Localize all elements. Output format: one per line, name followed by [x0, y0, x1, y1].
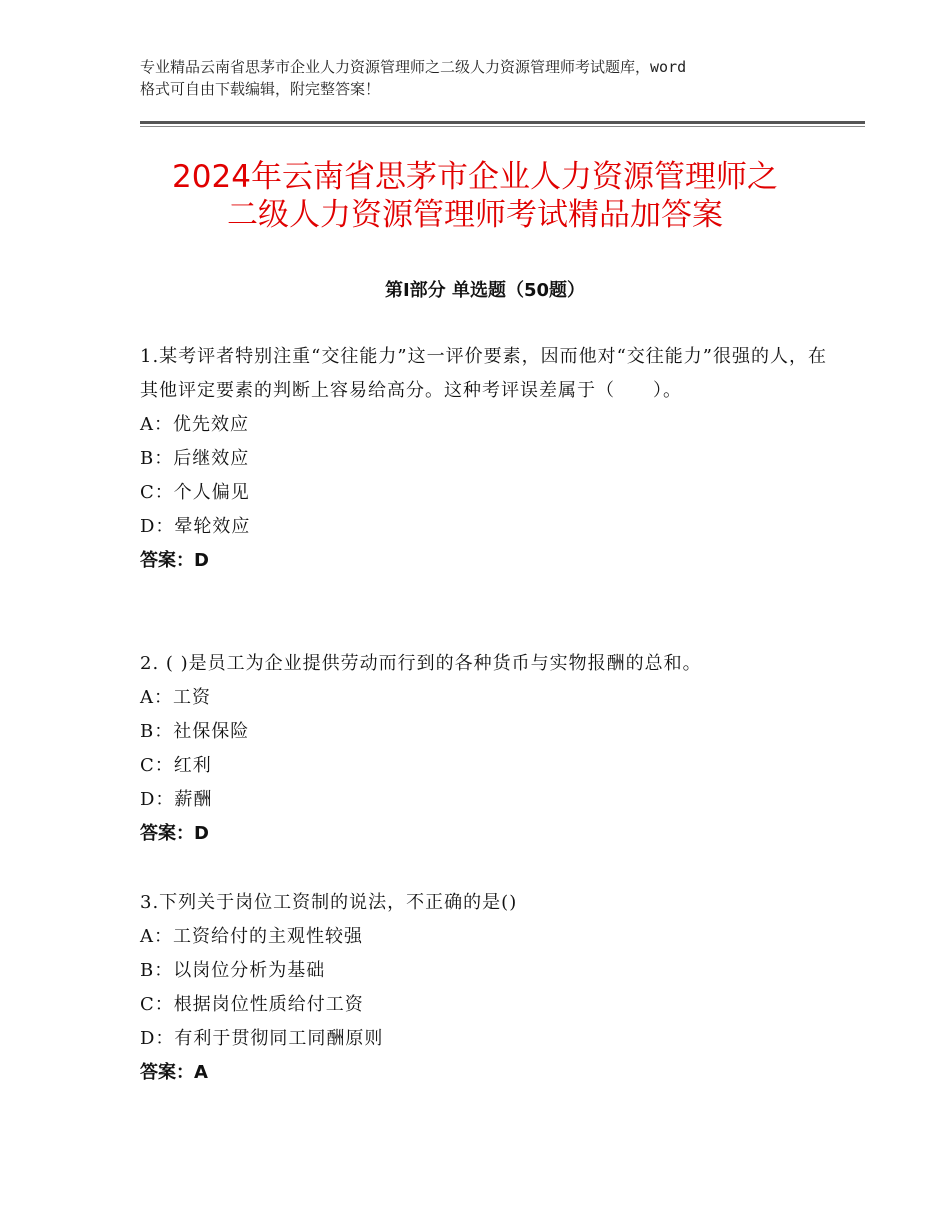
question-stem: 2. ( )是员工为企业提供劳动而行到的各种货币与实物报酬的总和。	[140, 653, 702, 674]
answer: 答案：D	[140, 550, 209, 571]
document-title	[90, 158, 860, 234]
option-c: C：根据岗位性质给付工资	[140, 994, 364, 1015]
document-title-line-2: 二级人力资源管理师考试精品加答案	[227, 197, 723, 233]
question-1	[140, 340, 840, 578]
question-stem: 3.下列关于岗位工资制的说法，不正确的是()	[140, 892, 518, 913]
option-a: A：优先效应	[140, 414, 249, 435]
answer: 答案：A	[140, 1062, 208, 1083]
header-note-line-1: 专业精品云南省思茅市企业人力资源管理师之二级人力资源管理师考试题库，word	[140, 58, 687, 76]
header-note	[140, 56, 830, 100]
option-a: A：工资给付的主观性较强	[140, 926, 363, 947]
question-stem: 1.某考评者特别注重“交往能力”这一评价要素，因而他对“交往能力”很强的人，在其他评定要素的判断上容易给高分。这种考评误差属于（ ）。	[140, 346, 827, 401]
question-3	[140, 886, 840, 1090]
header-divider-thick	[140, 121, 865, 124]
option-d: D：晕轮效应	[140, 516, 251, 537]
header-divider-thin	[140, 126, 865, 127]
option-b: B：社保保险	[140, 721, 250, 742]
section-heading: 第Ⅰ部分 单选题（50题）	[384, 280, 585, 301]
option-d: D：有利于贯彻同工同酬原则	[140, 1028, 384, 1049]
question-2	[140, 647, 840, 851]
option-c: C：个人偏见	[140, 482, 250, 503]
option-b: B：后继效应	[140, 448, 250, 469]
answer: 答案：D	[140, 823, 209, 844]
option-d: D：薪酬	[140, 789, 213, 810]
option-c: C：红利	[140, 755, 212, 776]
header-note-line-2: 格式可自由下载编辑，附完整答案！	[140, 80, 381, 98]
option-a: A：工资	[140, 687, 211, 708]
option-b: B：以岗位分析为基础	[140, 960, 326, 981]
document-title-line-1: 2024年云南省思茅市企业人力资源管理师之	[172, 159, 778, 195]
